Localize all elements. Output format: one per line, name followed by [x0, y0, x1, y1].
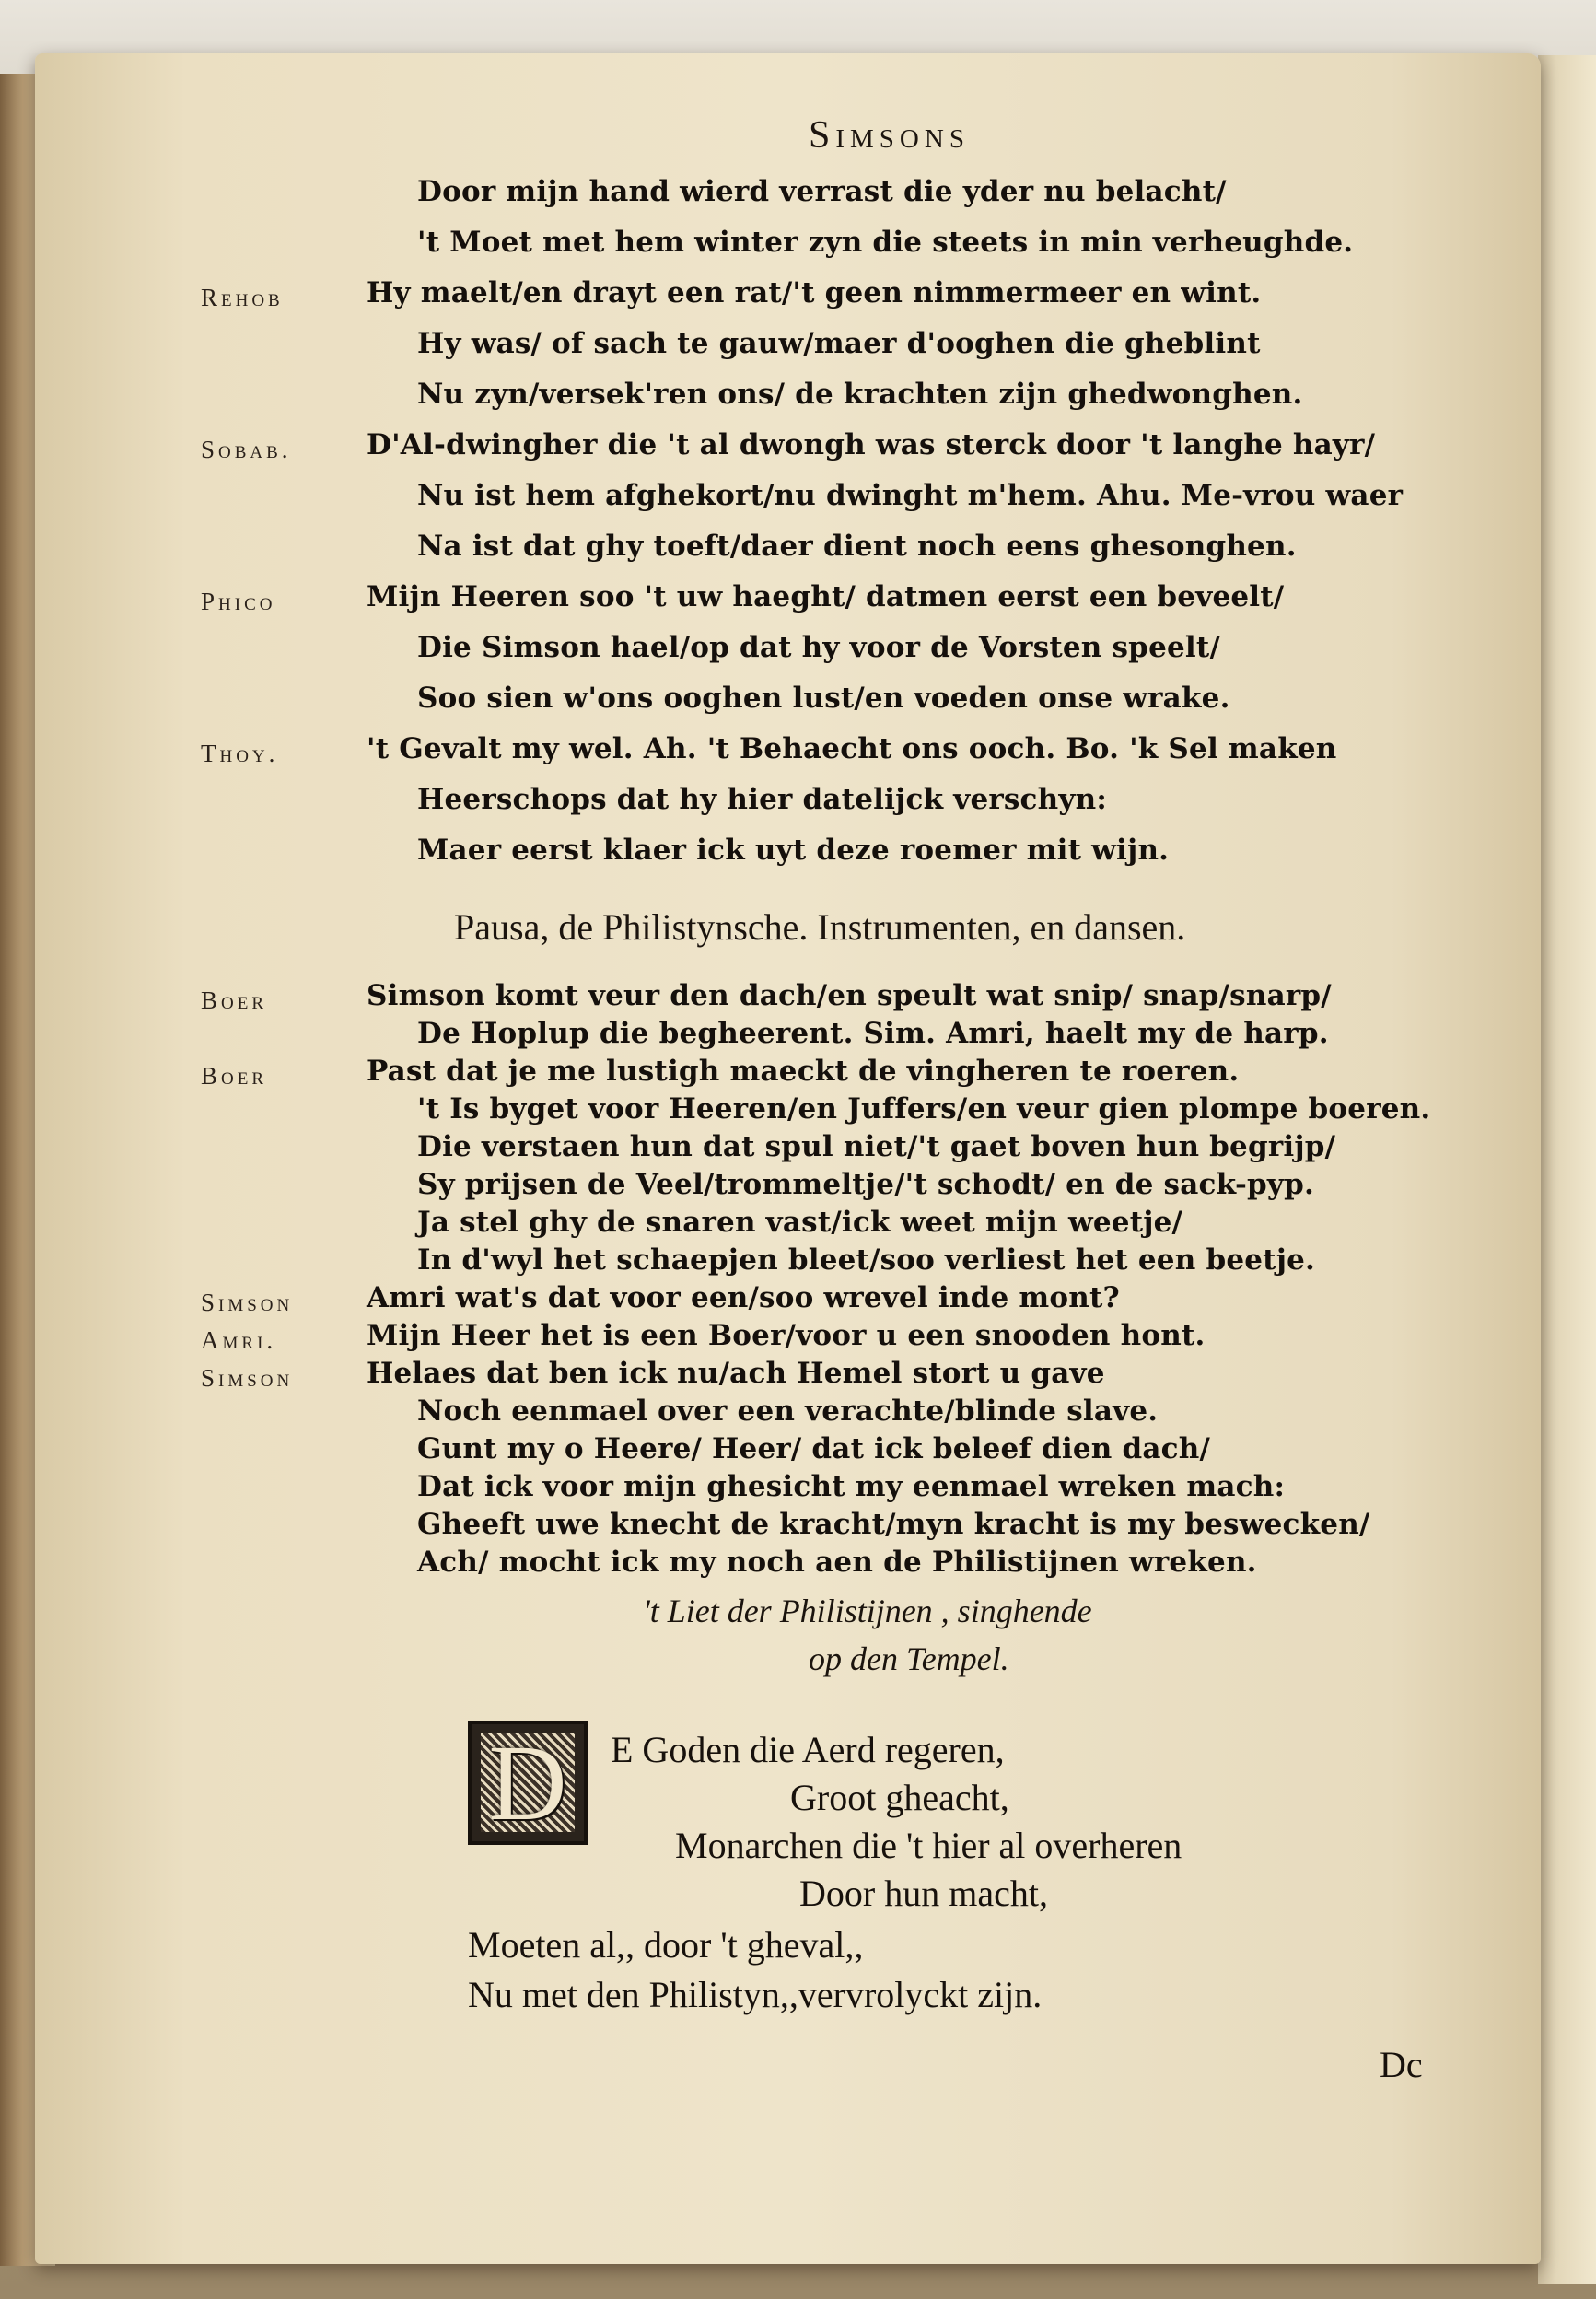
verse-line: Hy maelt/en drayt een rat/'t geen nimmermeer en wint. [367, 276, 1262, 309]
verse-line: Sy prijsen de Veel/trommeltje/'t schodt/ en de sack-pyp. [417, 1168, 1315, 1201]
speaker-name: Boer [201, 986, 268, 1014]
verse-line: 't Is byget voor Heeren/en Juffers/en veur gien plompe boeren. [417, 1092, 1431, 1126]
verse-line: Die Simson hael/op dat hy voor de Vorsten speelt/ [417, 631, 1220, 664]
speaker-name: Thoy. [201, 740, 279, 767]
verse-line: Past dat je me lustigh maeckt de vingheren te roeren. [367, 1055, 1240, 1088]
song-line: Moeten al,, door 't gheval,, [468, 1924, 864, 1966]
verse-line: Noch eenmael over een verachte/blinde slave. [417, 1395, 1159, 1428]
verse-line: Amri wat's dat voor een/soo wrevel inde mont? [367, 1281, 1120, 1314]
song-line: Nu met den Philistyn,,vervrolyckt zijn. [468, 1974, 1043, 2015]
verse-line: Hy was/ of sach te gauw/maer d'ooghen die gheblint [417, 327, 1261, 360]
catchword: Dc [1380, 2044, 1423, 2085]
book-page [35, 53, 1541, 2264]
running-head: Simsons [809, 114, 970, 157]
facing-page-edge [1538, 55, 1596, 2284]
stage-direction: Pausa, de Philistynsche. Instrumenten, en dansen. [454, 906, 1186, 948]
song-line: Groot gheacht, [790, 1777, 1009, 1818]
verse-line: Nu zyn/versek'ren ons/ de krachten zijn ghedwonghen. [417, 378, 1303, 411]
verse-line: Nu ist hem afghekort/nu dwinght m'hem. Ahu. Me-vrou waer [417, 479, 1404, 512]
verse-line: 't Gevalt my wel. Ah. 't Behaecht ons ooch. Bo. 'k Sel maken [367, 732, 1337, 765]
verse-line: Mijn Heer het is een Boer/voor u een snooden hont. [367, 1319, 1206, 1352]
verse-line: Mijn Heeren soo 't uw haeght/ datmen eerst een beveelt/ [367, 580, 1285, 613]
verse-line: Maer eerst klaer ick uyt deze roemer mit wijn. [417, 834, 1170, 867]
verse-line: Gheeft uwe knecht de kracht/myn kracht is my beswecken/ [417, 1508, 1370, 1541]
verse-line: Gunt my o Heere/ Heer/ dat ick beleef dien dach/ [417, 1432, 1210, 1465]
verse-row [35, 1546, 1541, 1590]
speaker-name: Rehob [201, 284, 284, 311]
verse-line: De Hoplup die begheerent. Sim. Amri, haelt my de harp. [417, 1017, 1329, 1050]
speaker-name: Sobab. [201, 436, 292, 463]
song-line: Door hun macht, [799, 1873, 1048, 1914]
verse-line: Ja stel ghy de snaren vast/ick weet mijn weetje/ [417, 1206, 1183, 1239]
verse-line: Helaes dat ben ick nu/ach Hemel stort u gave [367, 1357, 1105, 1390]
verse-line: Die verstaen hun dat spul niet/'t gaet boven hun begrijp/ [417, 1130, 1336, 1163]
verse-line: 't Moet met hem winter zyn die steets in min verheughde. [417, 226, 1354, 259]
song-title-line-2: op den Tempel. [809, 1640, 1009, 1677]
verse-line: D'Al-dwingher die 't al dwongh was sterck door 't langhe hayr/ [367, 428, 1376, 461]
verse-line: Dat ick voor mijn ghesicht my eenmael wreken mach: [417, 1470, 1286, 1503]
verse-line: Heerschops dat hy hier datelijck verschyn: [417, 783, 1107, 816]
song-title-line-1: 't Liet der Philistijnen , singhende [643, 1593, 1092, 1629]
speaker-name: Amri. [201, 1326, 277, 1354]
speaker-name: Simson [201, 1364, 294, 1392]
verse-line: Door mijn hand wierd verrast die yder nu belacht/ [417, 175, 1227, 208]
song-line: E Goden die Aerd regeren, [611, 1729, 1005, 1770]
verse-line: Soo sien w'ons ooghen lust/en voeden onse wrake. [417, 682, 1230, 715]
speaker-name: Phico [201, 588, 276, 615]
song-line: Monarchen die 't hier al overheren [675, 1825, 1182, 1866]
speaker-name: Simson [201, 1289, 294, 1316]
initial-letter: D [488, 1721, 567, 1843]
verse-line: Ach/ mocht ick my noch aen de Philistijnen wreken. [417, 1546, 1257, 1579]
verse-line: Simson komt veur den dach/en speult wat snip/ snap/snarp/ [367, 979, 1332, 1012]
verse-line: In d'wyl het schaepjen bleet/soo verliest het een beetje. [417, 1243, 1316, 1277]
speaker-name: Boer [201, 1062, 268, 1090]
verse-line: Na ist dat ghy toeft/daer dient noch eens ghesonghen. [417, 530, 1297, 563]
decorated-initial [468, 1721, 588, 1845]
